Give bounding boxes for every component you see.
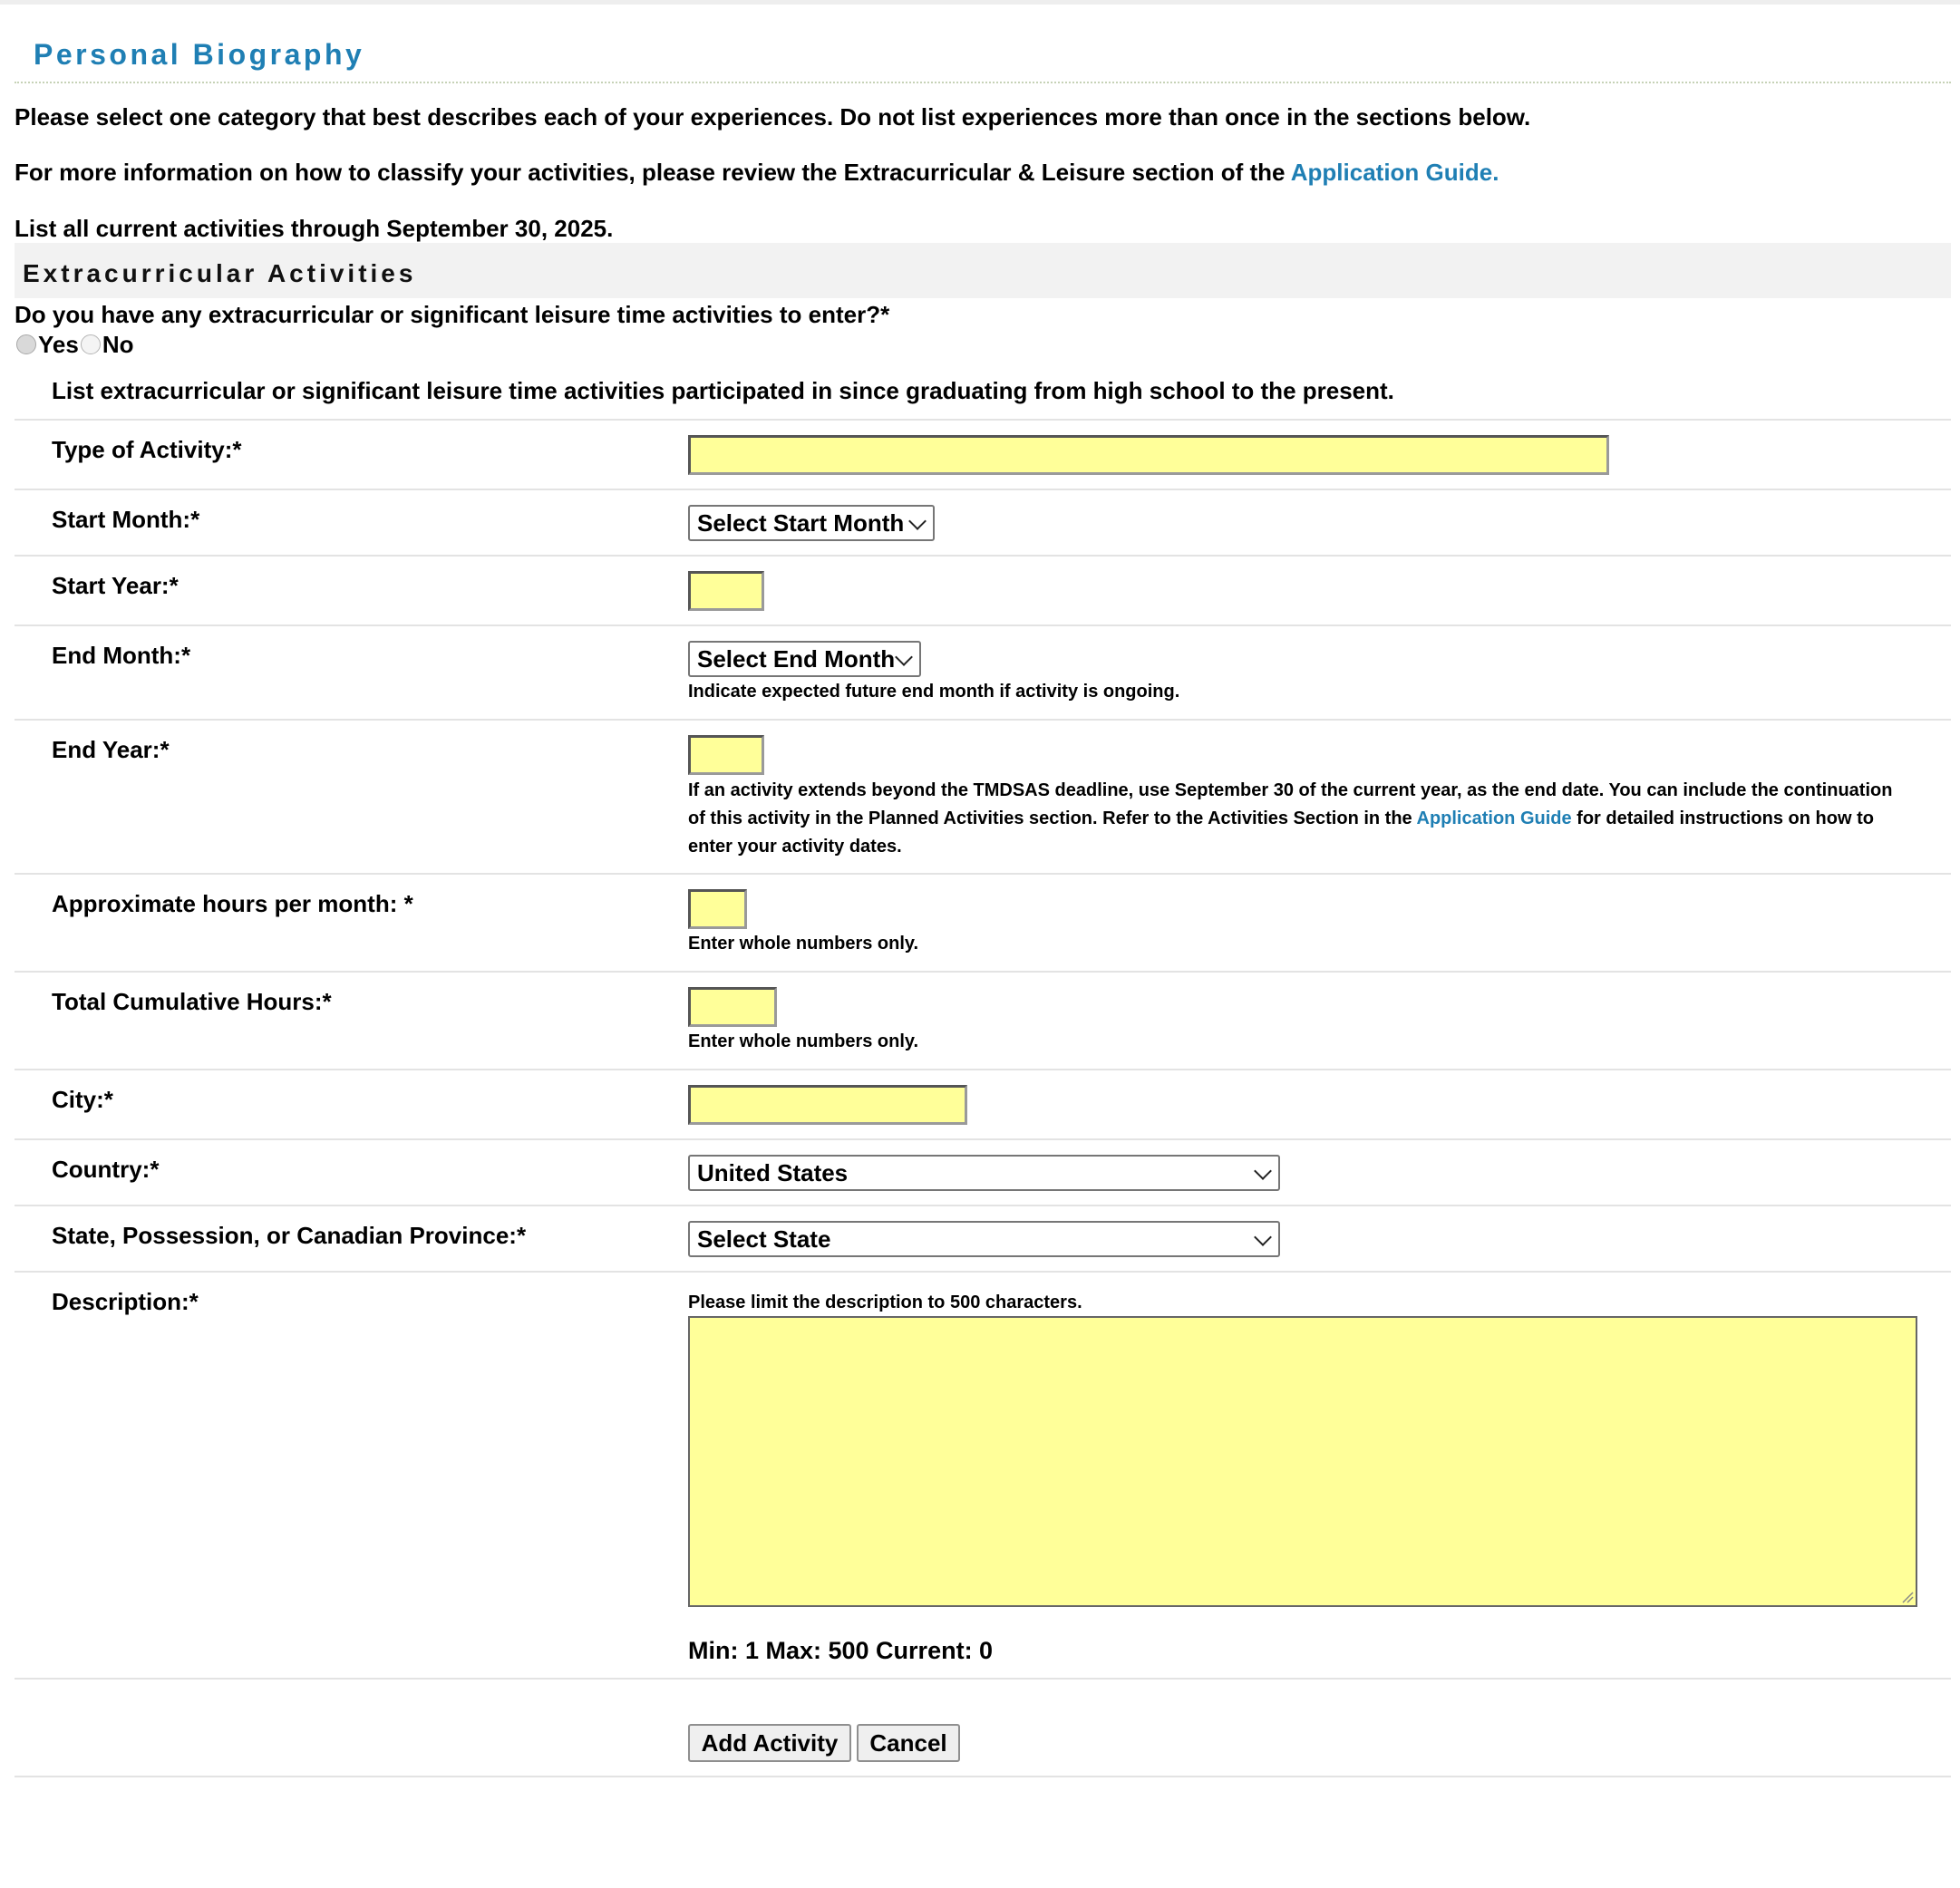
state-label: State, Possession, or Canadian Province:* [52, 1222, 527, 1249]
row-divider [15, 555, 1951, 557]
end-year-help-prefix: If an activity extends beyond the TMDSAS deadline, use September 30 of the current year, as the end date. You can include the continuation of this activity in the Planned Activities section. Refer to the Activities Section in the [688, 780, 1893, 828]
country-select[interactable] [688, 1155, 1280, 1191]
end-year-label: End Year:* [52, 736, 170, 763]
description-label: Description:* [52, 1288, 199, 1315]
row-divider [15, 719, 1951, 721]
cancel-button[interactable]: Cancel [857, 1724, 960, 1762]
row-divider [15, 1069, 1951, 1070]
start-month-selected: Select Start Month [697, 508, 905, 537]
start-year-label: Start Year:* [52, 572, 179, 599]
end-year-help-suffix: for detailed instructions on how to enter your activity dates. [688, 808, 1874, 857]
hours-per-month-label: Approximate hours per month: * [52, 890, 413, 917]
row-divider [15, 1776, 1951, 1777]
top-border [0, 0, 1960, 5]
intro-guide-prefix: For more information on how to classify your activities, please review the Extracurricular & Leisure section of the [15, 159, 1291, 186]
description-textarea[interactable] [688, 1316, 1917, 1607]
activities-radio-group [16, 331, 136, 358]
end-year-input[interactable] [688, 735, 764, 775]
no-radio[interactable] [81, 334, 101, 354]
row-divider [15, 971, 1951, 973]
state-selected: Select State [697, 1225, 831, 1253]
intro-text-guide [15, 159, 1499, 187]
application-guide-link[interactable]: Application Guide. [1290, 159, 1499, 186]
yes-radio-label[interactable]: Yes [38, 330, 79, 358]
hours-per-month-help: Enter whole numbers only. [688, 934, 919, 954]
list-instructions: List extracurricular or significant leisure time activities participated in since graduating from high school to the present. [52, 377, 1394, 404]
end-month-help: Indicate expected future end month if activity is ongoing. [688, 682, 1180, 702]
row-divider [15, 1138, 1951, 1140]
hours-per-month-input[interactable] [688, 889, 747, 929]
chevron-down-icon [1254, 1228, 1272, 1246]
no-radio-label[interactable]: No [102, 330, 134, 358]
row-divider [15, 873, 1951, 875]
row-divider [15, 624, 1951, 626]
start-month-label: Start Month:* [52, 506, 200, 533]
application-guide-help-link[interactable]: Application Guide [1416, 808, 1572, 828]
title-divider [15, 82, 1951, 83]
city-input[interactable] [688, 1085, 967, 1125]
row-divider [15, 1205, 1951, 1206]
section-title: Extracurricular Activities [23, 259, 417, 287]
end-month-selected: Select End Month [697, 644, 896, 673]
row-divider [15, 1678, 1951, 1680]
chevron-down-icon [1254, 1162, 1272, 1180]
city-label: City:* [52, 1086, 113, 1113]
type-of-activity-label: Type of Activity:* [52, 436, 242, 463]
description-help: Please limit the description to 500 characters. [688, 1293, 1082, 1312]
start-year-input[interactable] [688, 571, 764, 611]
chevron-down-icon [908, 512, 927, 530]
section-header [15, 243, 1951, 298]
intro-text-deadline: List all current activities through September 30, 2025. [15, 215, 614, 242]
country-label: Country:* [52, 1156, 160, 1183]
end-month-select[interactable] [688, 641, 921, 677]
chevron-down-icon [895, 648, 913, 666]
intro-text-categories: Please select one category that best describes each of your experiences. Do not list experiences more than once in the sections below. [15, 103, 1531, 131]
activities-question: Do you have any extracurricular or significant leisure time activities to enter?* [15, 301, 890, 328]
start-month-select[interactable] [688, 505, 935, 541]
end-month-label: End Month:* [52, 642, 191, 669]
row-divider [15, 1271, 1951, 1273]
type-of-activity-input[interactable] [688, 435, 1609, 475]
character-counter: Min: 1 Max: 500 Current: 0 [688, 1637, 994, 1664]
end-year-help [688, 777, 1912, 861]
country-selected: United States [697, 1158, 849, 1186]
total-hours-label: Total Cumulative Hours:* [52, 988, 332, 1015]
page-title: Personal Biography [34, 38, 365, 71]
yes-radio[interactable] [16, 334, 36, 354]
state-select[interactable] [688, 1221, 1280, 1257]
row-divider [15, 419, 1951, 421]
row-divider [15, 489, 1951, 490]
resize-grip-icon[interactable] [1901, 1591, 1914, 1603]
add-activity-button[interactable]: Add Activity [688, 1724, 851, 1762]
total-hours-input[interactable] [688, 987, 777, 1027]
total-hours-help: Enter whole numbers only. [688, 1031, 919, 1051]
